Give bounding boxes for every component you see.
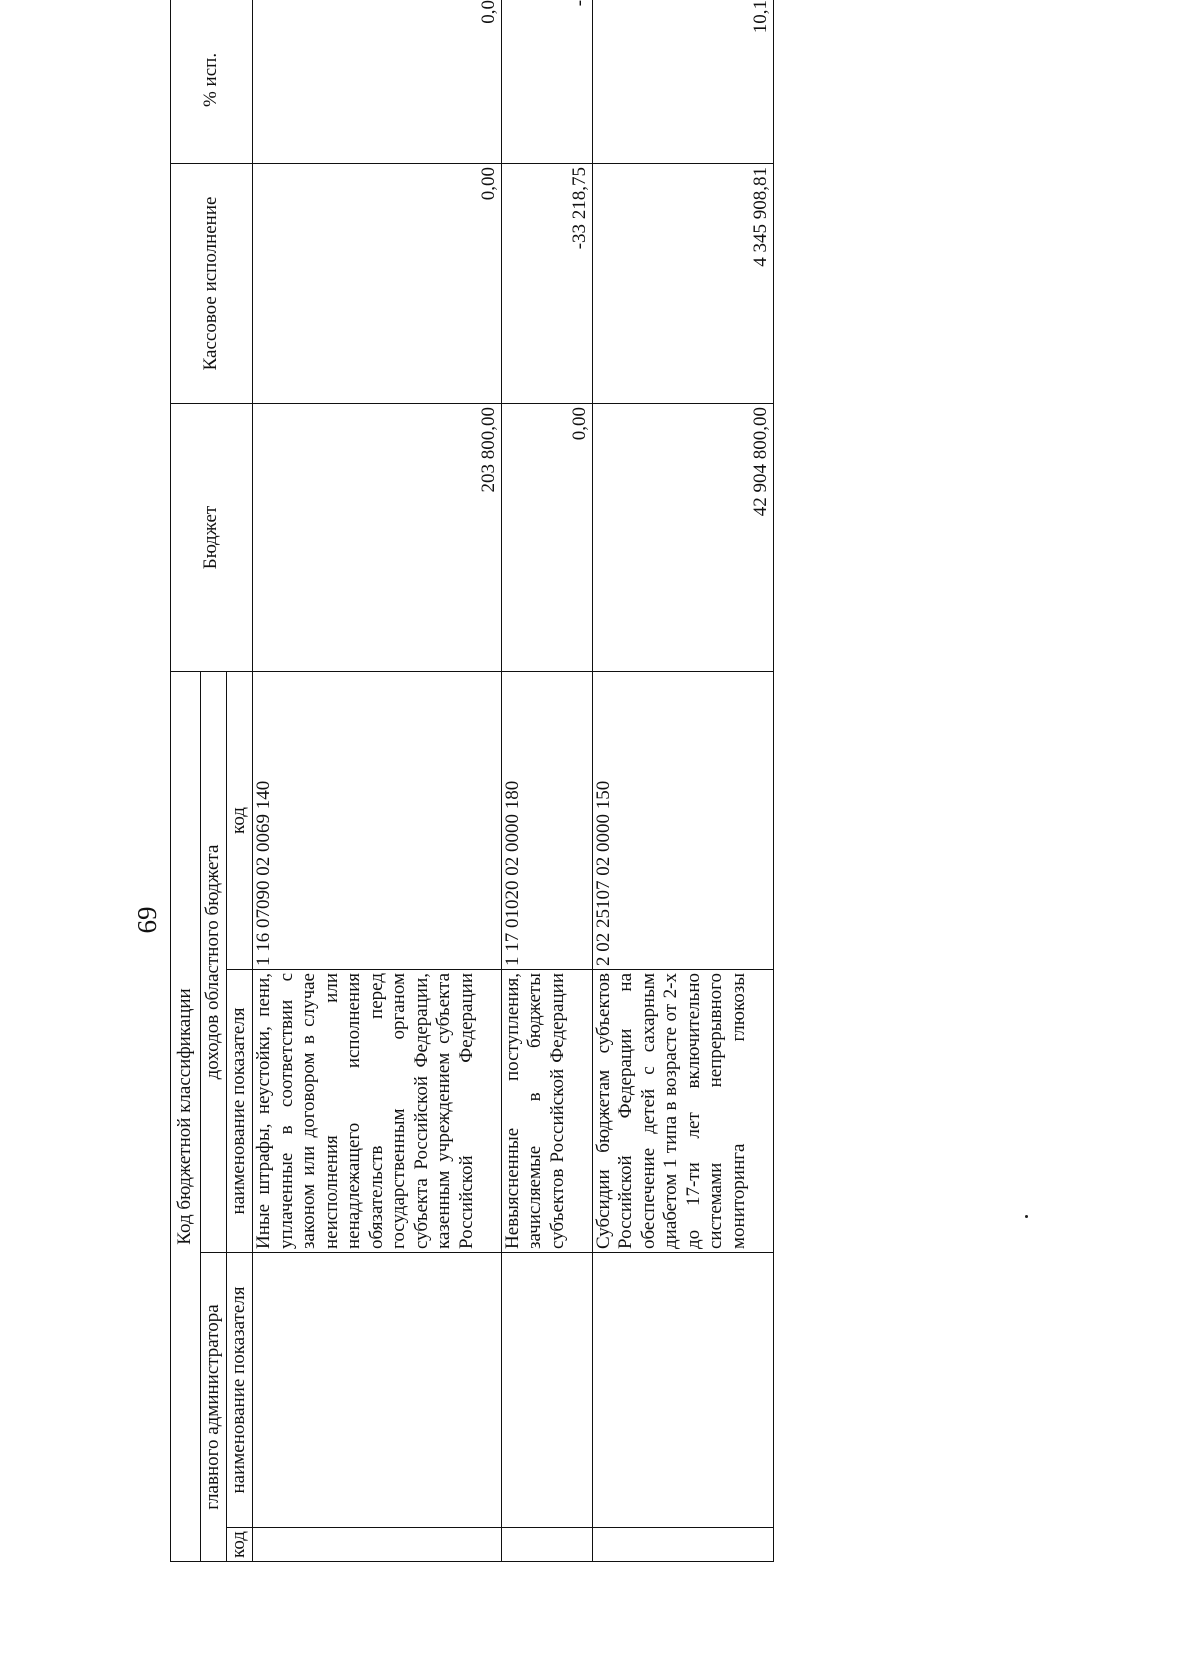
- percent-cell: -: [501, 0, 592, 163]
- cash-execution-cell: 4 345 908,81: [592, 163, 773, 403]
- header-classification: Код бюджетной классификации: [171, 671, 201, 1561]
- cash-execution-cell: 0,00: [253, 163, 502, 403]
- table-row: [253, 0, 502, 1562]
- admin-code-cell: [253, 1528, 502, 1562]
- header-budget: Бюджет: [171, 403, 253, 671]
- header-main-administrator: главного администратора: [201, 1253, 227, 1562]
- rotated-table-wrapper: [170, 0, 771, 1562]
- admin-name-cell: [592, 1253, 773, 1528]
- scan-speck: [1025, 1215, 1028, 1218]
- budget-cell: 203 800,00: [253, 403, 502, 671]
- header-percent: % исп.: [171, 0, 253, 163]
- budget-table: [170, 0, 774, 1562]
- header-admin-code: код: [227, 1528, 253, 1562]
- indicator-name-cell: Иные штрафы, неустойки, пени, уплаченные в соответствии с законом или договором в случае неисполнения или ненадлежащего исполнения обязательств перед государственным органом субъекта Российской Федерации, казенным учреждением субъекта Российской Федерации: [253, 970, 502, 1253]
- indicator-name-cell: Субсидии бюджетам субъектов Российской Федерации на обеспечение детей с сахарным диабетом 1 типа в возрасте от 2-х до 17-ти лет включительно системами непрерывного мониторинга глюкозы: [592, 970, 773, 1253]
- admin-code-cell: [592, 1528, 773, 1562]
- header-income-name: наименование показателя: [227, 970, 253, 1253]
- header-income-code: код: [227, 671, 253, 969]
- budget-cell: 42 904 800,00: [592, 403, 773, 671]
- header-regional-income: доходов областного бюджета: [201, 671, 227, 1252]
- header-admin-name: наименование показателя: [227, 1253, 253, 1528]
- income-code-cell: 1 16 07090 02 0069 140: [253, 671, 502, 969]
- admin-name-cell: [253, 1253, 502, 1528]
- page-number: 69: [132, 906, 162, 934]
- percent-cell: 10,1: [592, 0, 773, 163]
- income-code-cell: 2 02 25107 02 0000 150: [592, 671, 773, 969]
- indicator-name-cell: Невыясненные поступления, зачисляемые в бюджеты субъектов Российской Федерации: [501, 970, 592, 1253]
- admin-code-cell: [501, 1528, 592, 1562]
- table-row: [592, 0, 773, 1562]
- percent-cell: 0,0: [253, 0, 502, 163]
- budget-cell: 0,00: [501, 403, 592, 671]
- income-code-cell: 1 17 01020 02 0000 180: [501, 671, 592, 969]
- header-cash-execution: Кассовое исполнение: [171, 163, 253, 403]
- cash-execution-cell: -33 218,75: [501, 163, 592, 403]
- table-row: [501, 0, 592, 1562]
- admin-name-cell: [501, 1253, 592, 1528]
